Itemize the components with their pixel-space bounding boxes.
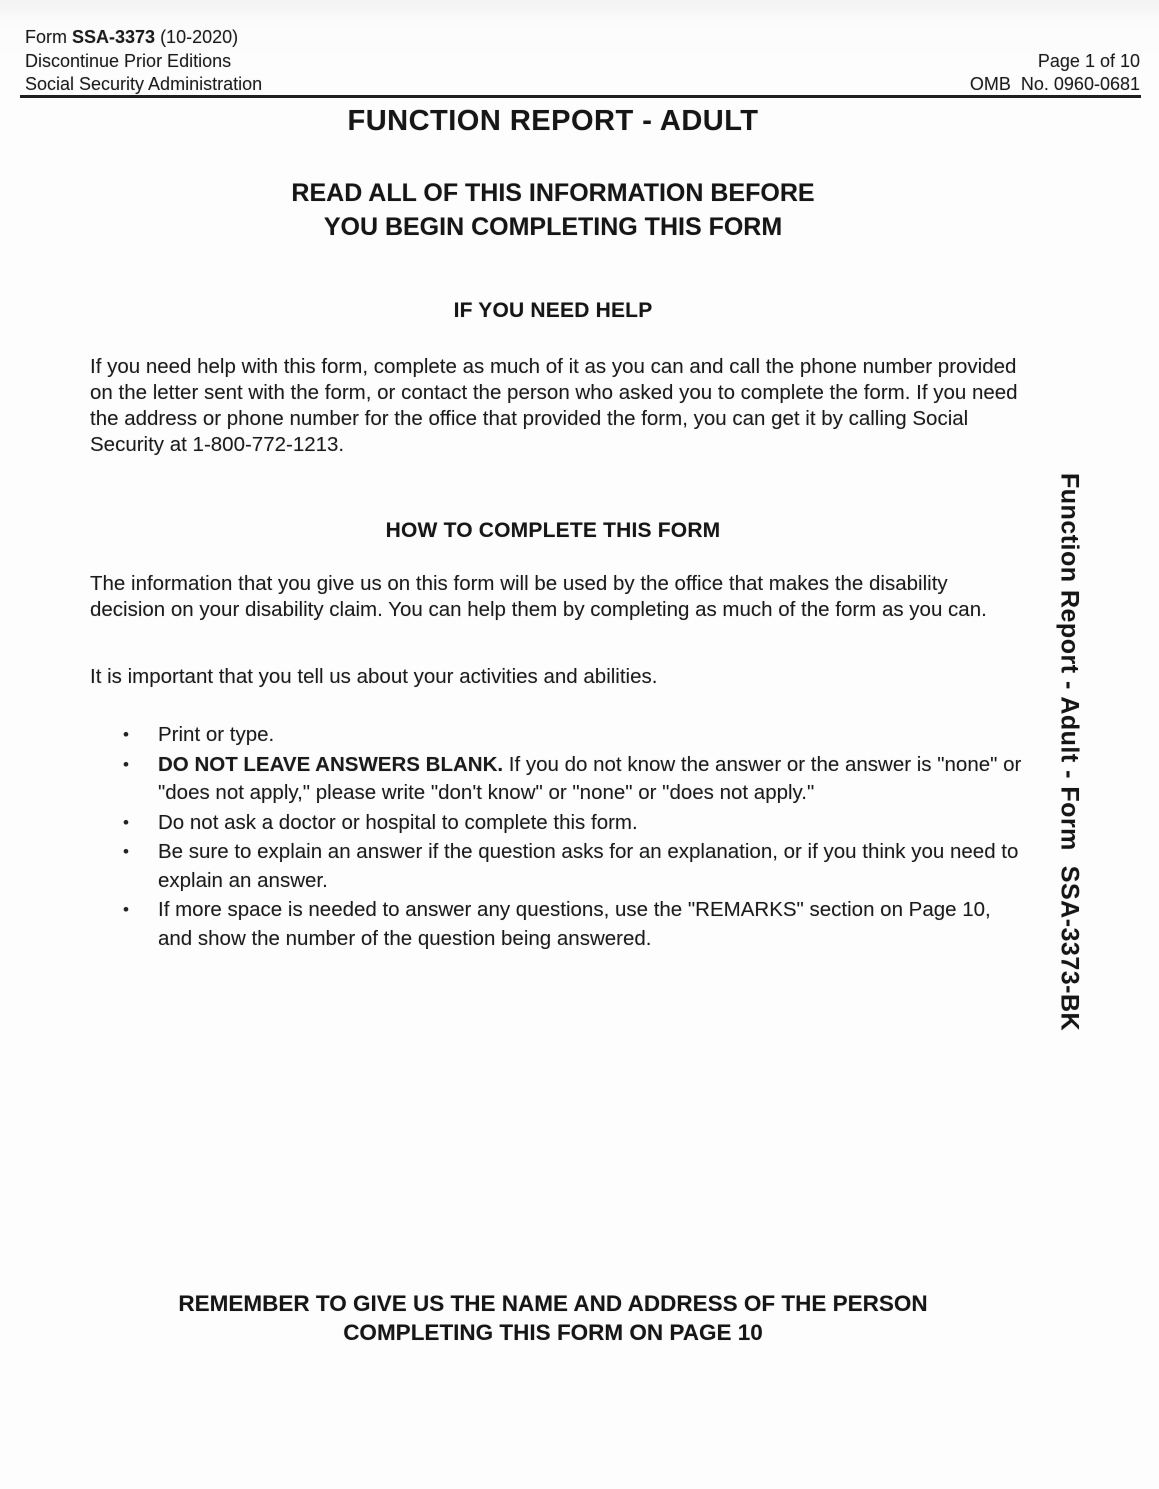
form-revision: (10-2020)	[155, 27, 239, 47]
form-id-block	[25, 26, 262, 97]
discontinue-line: Discontinue Prior Editions	[25, 50, 232, 71]
how-paragraph-2: It is important that you tell us about your activities and abilities.	[90, 665, 658, 688]
read-notice	[0, 176, 1106, 244]
vertical-form-label: Function Report - Adult - Form SSA-3373-BK	[1055, 473, 1084, 1032]
form-header	[25, 26, 1140, 97]
omb-number: OMB No. 0960-0681	[969, 74, 1140, 94]
footer-reminder-line1: REMEMBER TO GIVE US THE NAME AND ADDRESS OF THE PERSON	[178, 1291, 928, 1316]
form-number-line	[25, 26, 262, 50]
form-title: FUNCTION REPORT - ADULT	[347, 105, 759, 137]
form-prefix: Form	[25, 27, 72, 47]
how-heading: HOW TO COMPLETE THIS FORM	[385, 519, 721, 542]
footer-reminder-line2: COMPLETING THIS FORM ON PAGE 10	[343, 1320, 763, 1345]
how-paragraph-1: The information that you give us on this form will be used by the office that makes the disability decision on your disability claim. You can help them by completing as much of the form as you can.	[90, 572, 987, 621]
instruction-item-3	[118, 809, 1026, 838]
page-info-block	[970, 50, 1140, 97]
read-notice-line2: YOU BEGIN COMPLETING THIS FORM	[323, 213, 783, 241]
instruction-text: Print or type.	[158, 723, 275, 746]
footer-reminder	[0, 1289, 1106, 1347]
instruction-text: If more space is needed to answer any questions, use the "REMARKS" section on Page 10, and show the number of the question being answered.	[158, 898, 991, 950]
instruction-bold: DO NOT LEAVE ANSWERS BLANK.	[158, 752, 504, 776]
instruction-item-2	[118, 751, 1026, 808]
help-paragraph: If you need help with this form, complete as much of it as you can and call the phone number provided on the letter sent with the form, or contact the person who asked you to complete the form. If you need the address or phone number for the office that provided the form, you can get it by calling Social Security at 1-800-772-1213.	[90, 355, 1018, 456]
help-heading: IF YOU NEED HELP	[453, 299, 653, 322]
instruction-text: If you do not know the answer or the answer is "none" or "does not apply," please write "don't know" or "none" or "does not apply."	[158, 752, 1022, 804]
header-divider	[20, 95, 1141, 98]
instructions-list	[118, 721, 1026, 954]
instruction-item-5	[118, 896, 1026, 953]
instruction-item-1	[118, 721, 1026, 750]
instruction-text: Be sure to explain an answer if the question asks for an explanation, or if you think you need to explain an answer.	[158, 840, 1019, 892]
agency-line: Social Security Administration	[25, 74, 263, 94]
form-number: SSA-3373	[72, 27, 156, 47]
read-notice-line1: READ ALL OF THIS INFORMATION BEFORE	[291, 179, 815, 207]
instruction-item-4	[118, 838, 1026, 895]
instruction-text: Do not ask a doctor or hospital to complete this form.	[158, 810, 638, 834]
page-indicator: Page 1 of 10	[1037, 50, 1140, 71]
